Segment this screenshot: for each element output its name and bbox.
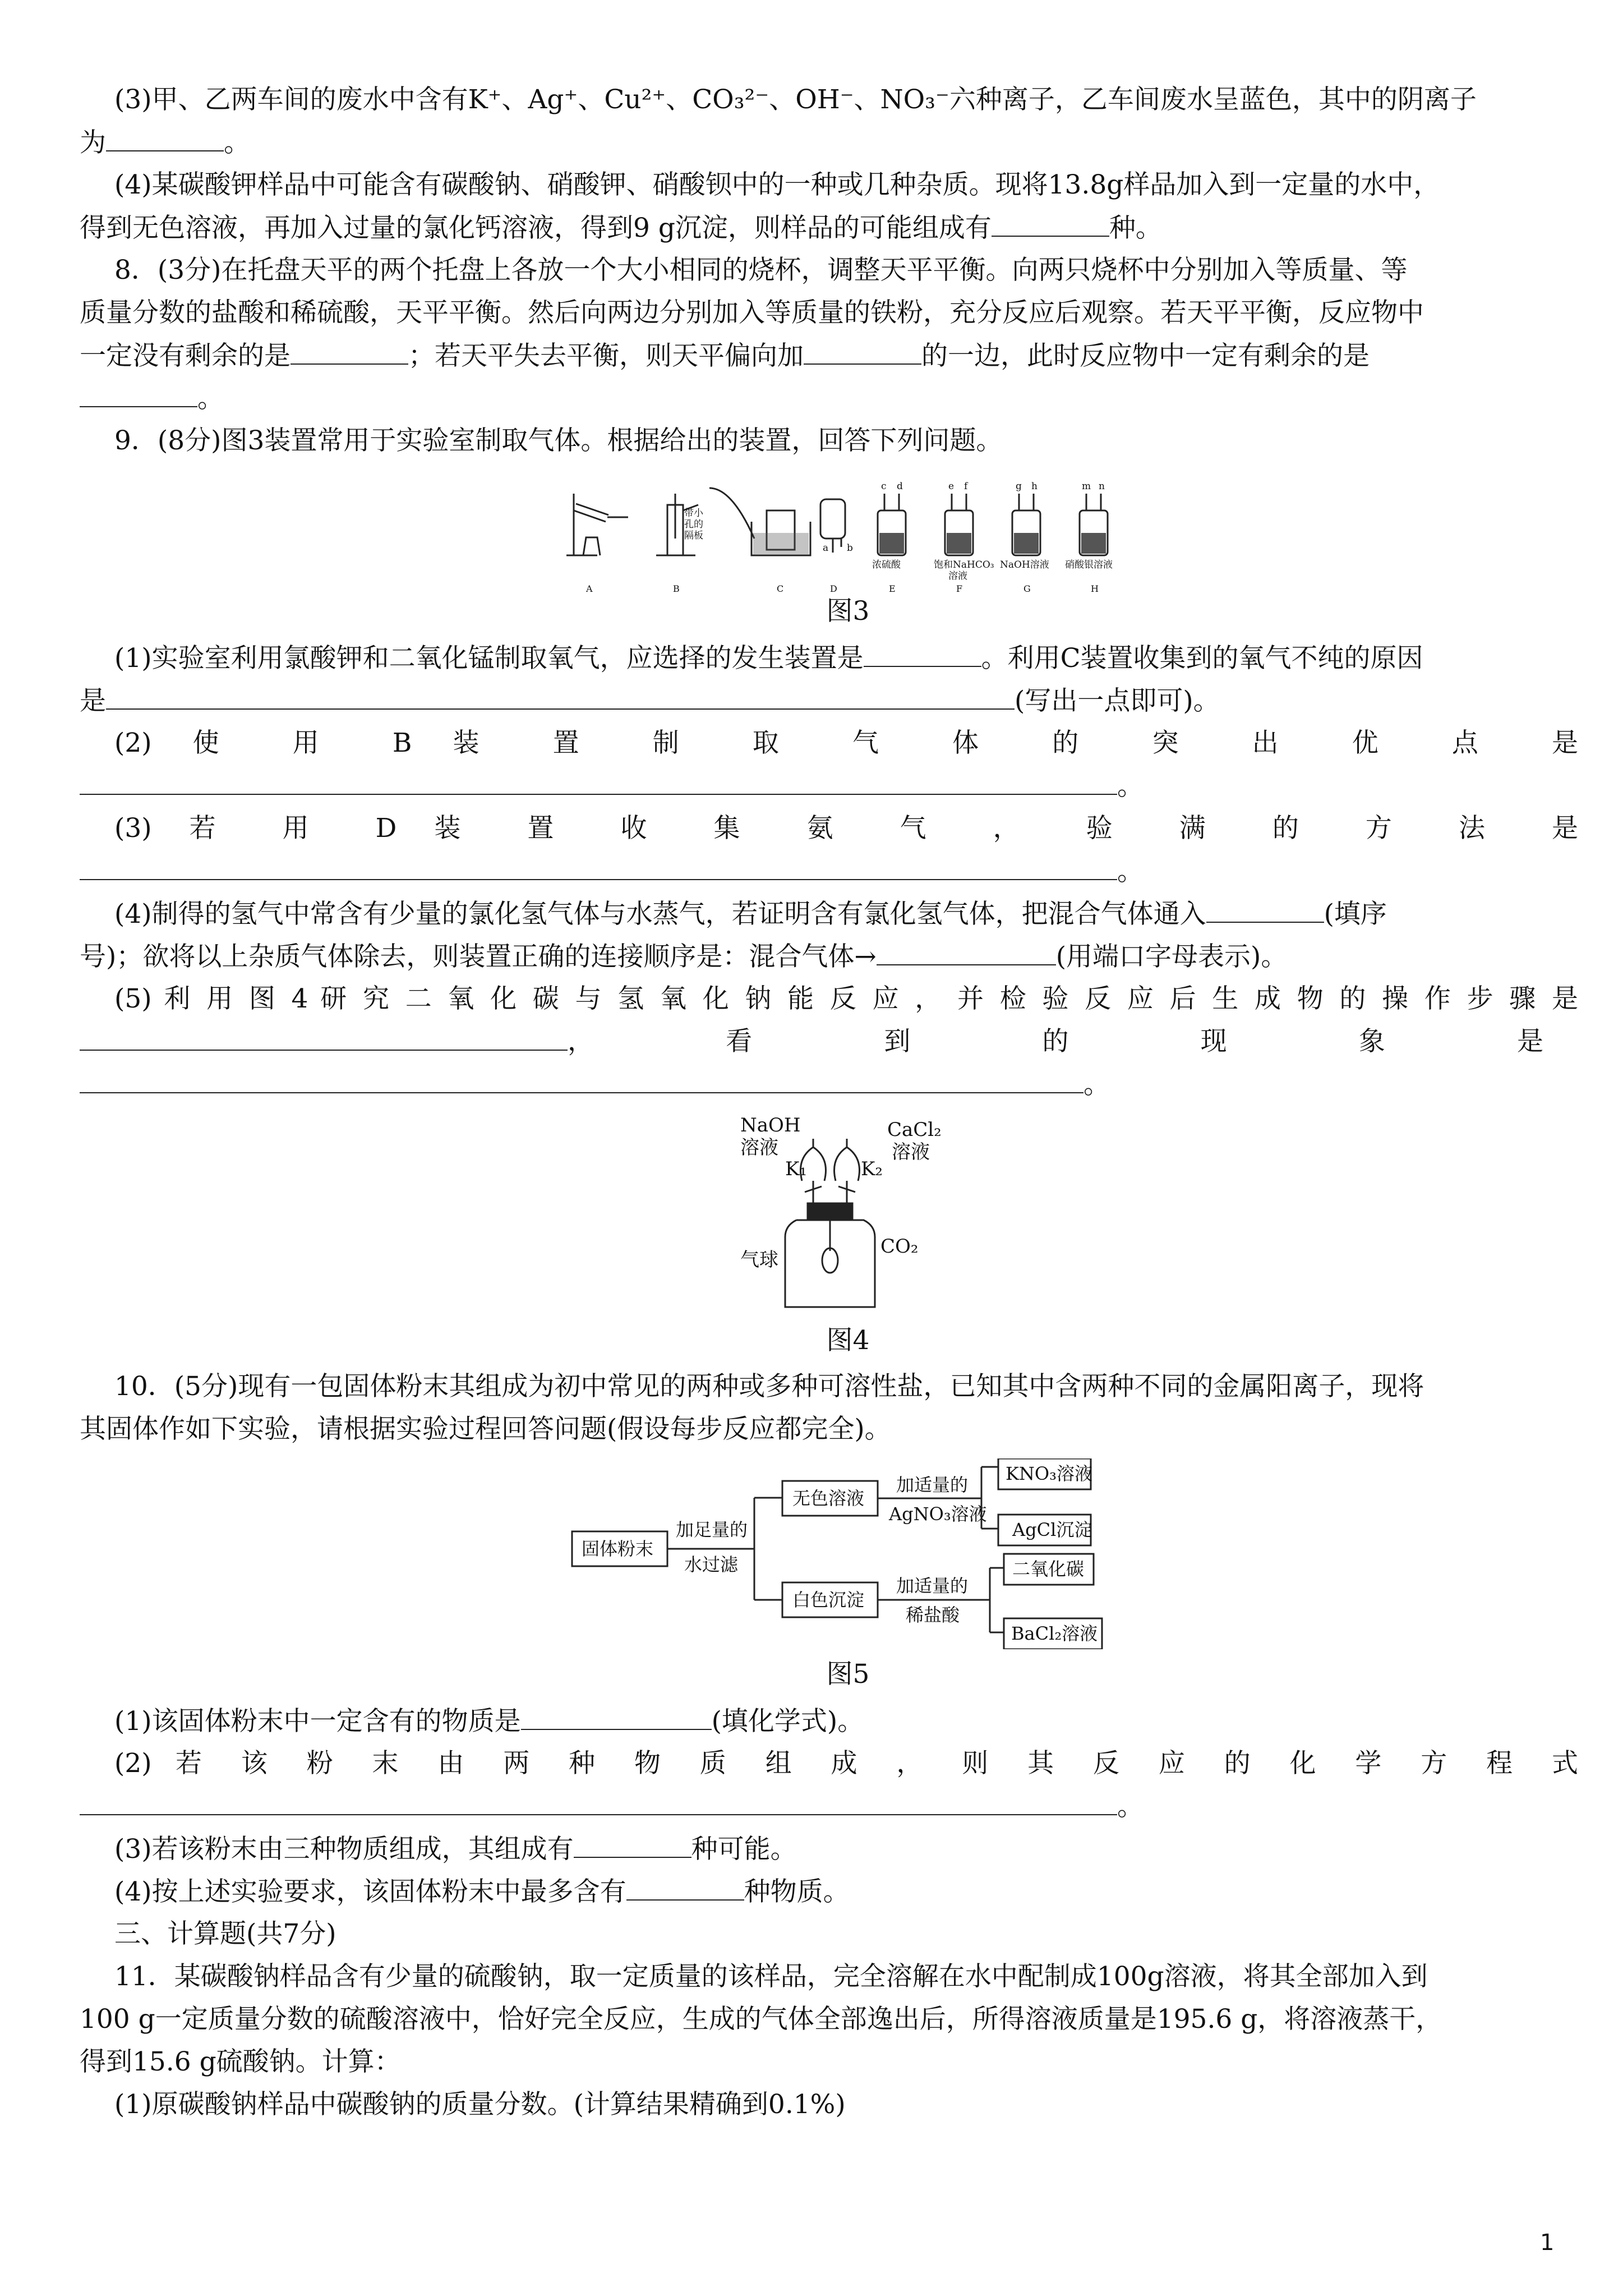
q10-line1: 10．(5分)现有一包固体粉末其组成为初中常见的两种或多种可溶性盐，已知其中含两种不同的金属阳离子，现将 — [114, 1371, 1424, 1402]
port-label: f — [964, 481, 968, 492]
text: (用端口字母表示)。 — [1055, 941, 1288, 972]
q10-4-line — [80, 1870, 1578, 1913]
q9-3-line1: (3) 若 用 D 装 置 收 集 氨 气 ， 验 满 的 方 法 是 — [114, 813, 1578, 844]
answer-blank[interactable] — [864, 637, 981, 667]
q9-4-line1 — [80, 892, 1578, 936]
figure-3-caption: 图3 — [826, 596, 870, 627]
q7-3-line1: (3)甲、乙两车间的废水中含有K⁺、Ag⁺、Cu²⁺、CO₃²⁻、OH⁻、NO₃⁻六种离子，乙车间废水呈蓝色，其中的阴离子 — [114, 84, 1477, 115]
answer-blank[interactable] — [80, 1785, 1117, 1815]
answer-blank[interactable] — [106, 121, 224, 151]
stopper-fill — [808, 1203, 852, 1219]
port-label: g — [1016, 481, 1022, 492]
answer-blank[interactable] — [992, 206, 1109, 237]
answer-blank[interactable] — [80, 1020, 568, 1051]
text: 号)；欲将以上杂质气体除去，则装置正确的连接顺序是：混合气体→ — [80, 941, 877, 972]
answer-blank[interactable] — [521, 1700, 712, 1730]
q11-1-line: (1)原碳酸钠样品中碳酸钠的质量分数。(计算结果精确到0.1%) — [114, 2089, 846, 2120]
text: (写出一点即可)。 — [1015, 685, 1220, 716]
q10-2-line2 — [80, 1785, 1543, 1828]
text: 种可能。 — [691, 1834, 797, 1865]
q10-1-line — [80, 1700, 1578, 1743]
bottle-tubes — [884, 494, 899, 510]
bottle-tubes — [1086, 494, 1101, 510]
text: ， 看 到 的 现 象 是 — [568, 1026, 1543, 1057]
bottle-label: 溶液 — [948, 570, 967, 582]
cacl2-label: 溶液 — [892, 1141, 930, 1163]
q9-stem: 9．(8分)图3装置常用于实验室制取气体。根据给出的装置，回答下列问题。 — [114, 425, 1003, 456]
apparatus-letter: E — [889, 583, 896, 594]
q11-line3: 得到15.6 g硫酸钠。计算： — [80, 2046, 401, 2077]
sol-label: 无色溶液 — [792, 1488, 865, 1509]
answer-blank[interactable] — [80, 377, 197, 407]
text: 。 — [1117, 856, 1144, 887]
text: 是 — [80, 685, 106, 716]
answer-blank[interactable] — [574, 1828, 691, 1858]
step1-label: 水过滤 — [684, 1554, 739, 1575]
bottle-tubes — [952, 494, 966, 510]
q10-3-line — [80, 1828, 1578, 1871]
answer-blank[interactable] — [1206, 892, 1324, 923]
port-label: e — [948, 481, 955, 492]
text: 为 — [80, 127, 106, 158]
text: 。 — [224, 127, 250, 158]
answer-blank[interactable] — [804, 334, 921, 365]
step2-label: AgNO₃溶液 — [889, 1503, 987, 1525]
alcohol-lamp — [583, 537, 600, 555]
solid-label: 固体粉末 — [582, 1538, 654, 1559]
text: 。 — [1083, 1069, 1110, 1100]
apparatus-letter: A — [586, 583, 593, 594]
answer-blank[interactable] — [80, 765, 1117, 795]
bottle-d — [820, 499, 845, 539]
q9-2-line2 — [80, 765, 1543, 808]
b-label: 带小 — [684, 508, 703, 519]
answer-blank[interactable] — [80, 1063, 1083, 1093]
text: (4)制得的氢气中常含有少量的氯化氢气体与水蒸气，若证明含有氯化氢气体，把混合气体通入 — [114, 899, 1206, 930]
q11-line1: 11．某碳酸钠样品含有少量的硫酸钠，取一定质量的该样品，完全溶解在水中配制成100g溶液，将其全部加入到 — [114, 1961, 1428, 1992]
text: 。利用C装置收集到的氧气不纯的原因 — [981, 643, 1423, 674]
apparatus-letter: B — [673, 583, 680, 594]
page-number: 1 — [1540, 2230, 1555, 2256]
bottle-label: 浓硫酸 — [872, 559, 901, 570]
figure-4-apparatus — [740, 1114, 976, 1318]
answer-blank[interactable] — [291, 334, 408, 365]
bottle-tubes — [1019, 494, 1034, 510]
q9-5-line1: (5) 利 用 图 4 研 究 二 氧 化 碳 与 氢 氧 化 钠 能 反 应 ， 并 检 验 反 应 后 生 成 物 的 操 作 步 骤 是 — [114, 983, 1578, 1014]
q8-line2: 质量分数的盐酸和稀硫酸，天平平衡。然后向两边分别加入等质量的铁粉，充分反应后观察。若天平平衡，反应物中 — [80, 297, 1424, 328]
liquid — [947, 533, 971, 554]
text: 得到无色溶液，再加入过量的氯化钙溶液，得到9 g沉淀，则样品的可能组成有 — [80, 213, 992, 243]
text: 。 — [1117, 771, 1144, 802]
text: 。 — [1117, 1791, 1144, 1822]
q7-4-line1: (4)某碳酸钾样品中可能含有碳酸钠、硝酸钾、硝酸钡中的一种或几种杂质。现将13.8g样品加入到一定量的水中， — [114, 169, 1440, 200]
text: ；若天平失去平衡，则天平偏向加 — [408, 341, 804, 371]
port-label: d — [897, 481, 903, 492]
liquid — [1014, 533, 1039, 554]
q11-line2: 100 g一定质量分数的硫酸溶液中，恰好完全反应，生成的气体全部逸出后，所得溶液质量是195.6 g，将溶液蒸干， — [80, 2004, 1442, 2035]
q9-1-line2 — [80, 679, 1543, 723]
port-label: n — [1099, 481, 1105, 492]
text: (1)实验室利用氯酸钾和二氧化锰制取氧气，应选择的发生装置是 — [114, 643, 864, 674]
b-label: 隔板 — [684, 530, 703, 541]
ppt-label: 白色沉淀 — [792, 1589, 865, 1611]
q9-1-line1 — [80, 637, 1578, 680]
q9-5-line2 — [80, 1020, 1543, 1063]
answer-blank[interactable] — [106, 679, 1015, 710]
text: (填序 — [1324, 899, 1387, 930]
q8-line4 — [80, 377, 1543, 420]
figure-5-flowchart — [569, 1458, 1108, 1649]
text: 种物质。 — [744, 1876, 850, 1907]
q8-line1: 8．(3分)在托盘天平的两个托盘上各放一个大小相同的烧杯，调整天平平衡。向两只烧杯中分别加入等质量、等 — [114, 255, 1408, 286]
water — [753, 533, 809, 554]
text: (填化学式)。 — [711, 1706, 864, 1737]
q9-4-line2 — [80, 935, 1543, 978]
co2-label: CO₂ — [880, 1235, 919, 1258]
text: 种。 — [1109, 213, 1162, 243]
balloon-label: 气球 — [740, 1249, 778, 1271]
step2-label: 加适量的 — [896, 1474, 969, 1496]
bottle-label: 饱和NaHCO₃ — [934, 559, 994, 570]
answer-blank[interactable] — [877, 935, 1056, 965]
q7-4-line2 — [80, 206, 1543, 250]
naoh-label: 溶液 — [740, 1137, 778, 1159]
apparatus-letter: D — [830, 583, 837, 594]
balloon — [822, 1248, 838, 1273]
port-label: c — [881, 481, 887, 492]
text: 的一边，此时反应物中一定有剩余的是 — [921, 341, 1370, 371]
text: 一定没有剩余的是 — [80, 341, 291, 371]
delivery-tube — [709, 488, 754, 539]
port-label: m — [1082, 481, 1091, 492]
kno3-label: KNO₃溶液 — [1006, 1463, 1092, 1484]
q10-line2: 其固体作如下实验，请根据实验过程回答问题(假设每步反应都完全)。 — [80, 1414, 891, 1444]
apparatus-letter: H — [1091, 583, 1099, 594]
figure-5-caption: 图5 — [826, 1659, 870, 1690]
text: (1)该固体粉末中一定含有的物质是 — [114, 1706, 521, 1737]
step3-label: 稀盐酸 — [906, 1604, 960, 1626]
bottle-label: 硝酸银溶液 — [1065, 559, 1113, 570]
port-label: b — [847, 542, 853, 554]
answer-blank[interactable] — [80, 850, 1117, 880]
answer-blank[interactable] — [626, 1870, 744, 1901]
naoh-label: NaOH — [740, 1114, 801, 1137]
k1-label: K₁ — [785, 1158, 808, 1180]
b-label: 孔的 — [684, 519, 703, 530]
co2-label: 二氧化碳 — [1012, 1558, 1085, 1580]
step1-label: 加足量的 — [676, 1519, 748, 1540]
liquid — [1081, 533, 1106, 554]
cacl2-label: CaCl₂ — [887, 1119, 942, 1141]
q9-3-line2 — [80, 850, 1543, 893]
q9-2-line1: (2) 使 用 B 装 置 制 取 气 体 的 突 出 优 点 是 — [114, 728, 1578, 758]
k2-label: K₂ — [861, 1158, 883, 1180]
apparatus-letter: G — [1023, 583, 1031, 594]
liquid — [879, 533, 904, 554]
section-3-heading: 三、计算题(共7分) — [114, 1918, 336, 1949]
funnel-k2 — [834, 1147, 860, 1181]
text: (4)按上述实验要求，该固体粉末中最多含有 — [114, 1876, 626, 1907]
q7-3-line2 — [80, 121, 1543, 164]
text: 。 — [197, 383, 224, 414]
q9-5-line3 — [80, 1063, 1543, 1106]
apparatus-letter: F — [956, 583, 963, 594]
step3-label: 加适量的 — [896, 1575, 969, 1596]
bacl2-label: BaCl₂溶液 — [1011, 1623, 1098, 1644]
agcl-label: AgCl沉淀 — [1012, 1519, 1092, 1540]
q8-line3 — [80, 334, 1543, 378]
bottle-label: NaOH溶液 — [1000, 559, 1049, 570]
port-label: a — [823, 542, 829, 554]
apparatus-letter: C — [777, 583, 784, 594]
text: (3)若该粉末由三种物质组成，其组成有 — [114, 1834, 574, 1865]
q10-2-line1: (2) 若 该 粉 末 由 两 种 物 质 组 成 ， 则 其 反 应 的 化 学 方 程 式 — [114, 1748, 1578, 1779]
figure-4-caption: 图4 — [826, 1325, 870, 1356]
figure-3-apparatus — [564, 477, 1133, 595]
port-label: h — [1031, 481, 1038, 492]
